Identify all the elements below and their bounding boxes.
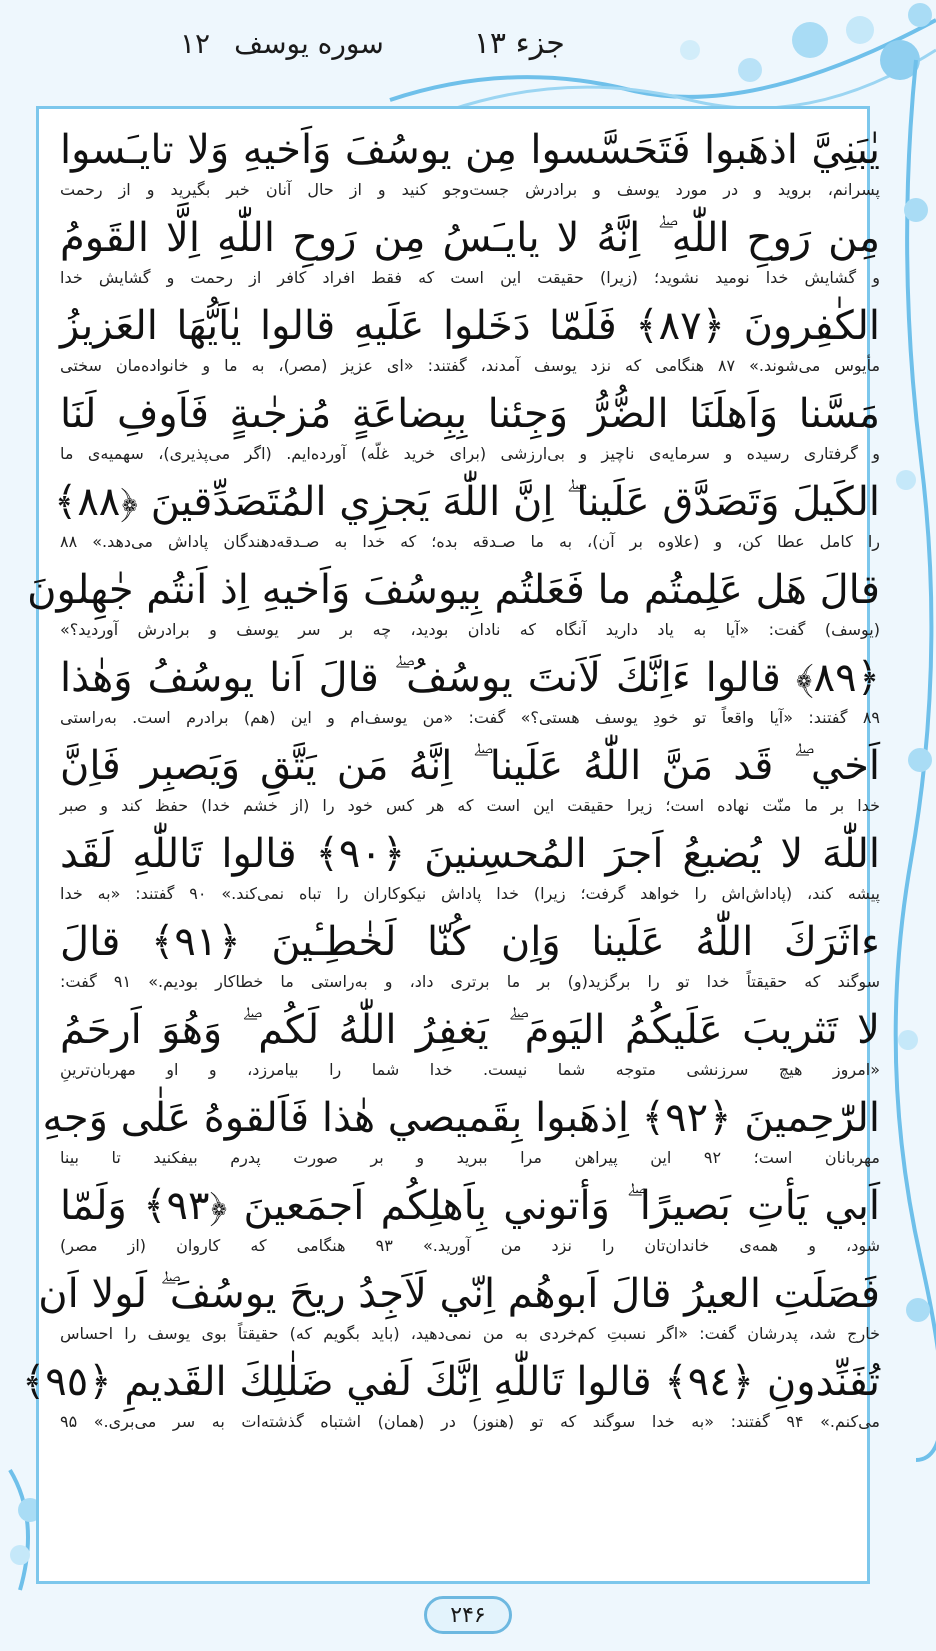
line-9 <box>60 826 880 914</box>
persian-translation: شود، و همه‌ی خاندان‌تان را نزد من آورید.» ۹۳ هنگامی که کاروان (از مصر) <box>60 1236 881 1255</box>
line-11 <box>60 1002 880 1090</box>
arabic-line: اَخي ۖ قَد مَنَّ اللّٰهُ عَلَينا ۖ اِنَّهُ مَن يَتَّقِ وَيَصبِر فَاِنَّ <box>60 743 880 789</box>
line-2 <box>60 210 880 298</box>
page-footer <box>420 1592 516 1638</box>
arabic-line: الرّٰحِمينَ ﴿٩٢﴾ اِذهَبوا بِقَميصي هٰذا فَاَلقوهُ عَلٰى وَجهِ <box>42 1095 880 1141</box>
line-15 <box>21 1354 880 1442</box>
persian-translation: مهربانان است؛ ۹۲ این پیراهن مرا ببرید و بر صورت پدرم بیفکنید تا بینا <box>60 1148 880 1167</box>
page-number: ۲۴۶ <box>424 1596 512 1634</box>
persian-translation: را کامل عطا کن، و (علاوه بر آن)، به ما صـدقه بده؛ که خدا به صـدقه‌دهندگان پاداش می‌دهد.» ۸۸ <box>60 532 880 551</box>
juz-label: جزء ۱۳ <box>473 25 565 61</box>
floral-ornament-right <box>876 60 936 1460</box>
persian-translation: سوگند که حقیقتاً خدا تو را برگزید(و) بر ما برتری داد، و به‌راستی ما خطاکار بودیم.» ۹۱ گفت: <box>60 972 881 991</box>
arabic-line: قالَ هَل عَلِمتُم ما فَعَلتُم بِيوسُفَ وَاَخيهِ اِذ اَنتُم جٰهِلونَ <box>27 567 880 613</box>
line-6 <box>27 562 880 650</box>
persian-translation: و گرفتاری رسیده و سرمایه‌ی ناچیز و بی‌ارزشی (برای خرید غلّه) آورده‌ایم. (اگر می‌پذیری)، سهمیه‌ی ما <box>60 444 880 463</box>
arabic-line: ﴿٨٩﴾ قالوا ءَاِنَّكَ لَاَنتَ يوسُفُ ۖ قالَ اَنا يوسُفُ وَهٰذا <box>60 655 880 701</box>
line-14 <box>38 1266 880 1354</box>
line-1 <box>60 122 880 210</box>
persian-translation: مأیوس می‌شوند.» ۸۷ هنگامی که نزد یوسف آمدند، گفتند: «ای عزیز (مصر)، به ما و خانواده‌مان سختی <box>60 356 881 375</box>
line-3 <box>60 298 880 386</box>
persian-translation: خدا بر ما منّت نهاده است؛ زیرا حقیقت این است که هر کس خود را (از خشم خدا) حفظ کند و صبر <box>60 796 880 815</box>
persian-translation: می‌کنم.» ۹۴ گفتند: «به خدا سوگند که تو (هنوز) در (همان) اشتباه گذشته‌ات به سر می‌بری.» ۹۵ <box>60 1412 880 1431</box>
arabic-line: مَسَّنا وَاَهلَنَا الضُّرُّ وَجِئنا بِبِضاعَةٍ مُزجٰىةٍ فَاَوفِ لَنَا <box>60 391 880 437</box>
surah-name: سوره يوسف <box>234 26 384 60</box>
persian-translation: ۸۹ گفتند: «آیا واقعاً تو خودِ یوسف هستی؟» گفت: «من یوسف‌ام و این (هم) برادرم است. به‌راستی <box>60 708 880 727</box>
arabic-line: يٰبَنِيَّ اذهَبوا فَتَحَسَّسوا مِن يوسُفَ وَاَخيهِ وَلا تايـَسوا <box>60 127 880 173</box>
arabic-line: فَصَلَتِ العيرُ قالَ اَبوهُم اِنّي لَاَجِدُ ريحَ يوسُفَ ۖ لَولا اَن <box>38 1271 880 1317</box>
persian-translation: پسرانم، بروید و در مورد یوسف و برادرش جست‌وجو کنید و از حال آنان خبر بگیرید و از رحمت <box>60 180 880 199</box>
line-7 <box>60 650 880 738</box>
line-8 <box>60 738 880 826</box>
arabic-line: ءاثَرَكَ اللّٰهُ عَلَينا وَاِن كُنّا لَخٰطِـٔينَ ﴿٩١﴾ قالَ <box>60 919 880 965</box>
arabic-line: الكٰفِرونَ ﴿٨٧﴾ فَلَمّا دَخَلوا عَلَيهِ قالوا يٰاَيُّهَا العَزيزُ <box>60 303 880 349</box>
line-13 <box>60 1178 880 1266</box>
persian-translation: «امروز هیچ سرزنشی متوجه شما نیست. خدا شما را بیامرزد، و او مهربان‌ترینِ <box>60 1060 880 1079</box>
verse-lines <box>21 122 881 1442</box>
persian-translation: پیشه کند، (پاداش‌اش را خواهد گرفت؛ زیرا) خدا پاداش نیکوکاران را تباه نمی‌کند.» ۹۰ گفتند: «به خدا <box>60 884 881 903</box>
page-header <box>180 18 565 68</box>
surah-number: ۱۲ <box>180 26 211 60</box>
persian-translation: (یوسف) گفت: «آیا به یاد دارید آنگاه که نادان بودید، چه بر سر یوسف و برادرش آوردید؟» <box>60 620 880 639</box>
arabic-line: تُفَنِّدونِ ﴿٩٤﴾ قالوا تَاللّٰهِ اِنَّكَ لَفي ضَلٰلِكَ القَديمِ ﴿٩٥﴾ <box>21 1359 880 1405</box>
persian-translation: خارج شد، پدرشان گفت: «اگر نسبتِ کم‌خردی به من نمی‌دهید، (باید بگویم که) حقیقتاً بوی یوسف را احساس <box>60 1324 880 1343</box>
arabic-line: اَبي يَأتِ بَصيرًا ۖ وَأتوني بِاَهلِكُم اَجمَعينَ ﴿٩٣﴾ وَلَمّا <box>60 1183 881 1229</box>
line-10 <box>60 914 880 1002</box>
arabic-line: لا تَثريبَ عَلَيكُمُ اليَومَ ۖ يَغفِرُ اللّٰهُ لَكُم ۖ وَهُوَ اَرحَمُ <box>60 1007 880 1053</box>
arabic-line: الكَيلَ وَتَصَدَّق عَلَينا ۖ اِنَّ اللّٰهَ يَجزِي المُتَصَدِّقينَ ﴿٨٨﴾ <box>53 479 880 525</box>
line-12 <box>42 1090 880 1178</box>
line-5 <box>53 474 880 562</box>
line-4 <box>60 386 880 474</box>
arabic-line: اللّٰهَ لا يُضيعُ اَجرَ المُحسِنينَ ﴿٩٠﴾ قالوا تَاللّٰهِ لَقَد <box>60 831 881 877</box>
persian-translation: و گشایش خدا نومید نشوید؛ (زیرا) حقیقت این است که فقط افراد کافر از رحمت و گشایش خدا <box>60 268 880 287</box>
arabic-line: مِن رَوحِ اللّٰهِ ۖ اِنَّهُ لا يايـَسُ مِن رَوحِ اللّٰهِ اِلَّا القَومُ <box>60 215 880 261</box>
